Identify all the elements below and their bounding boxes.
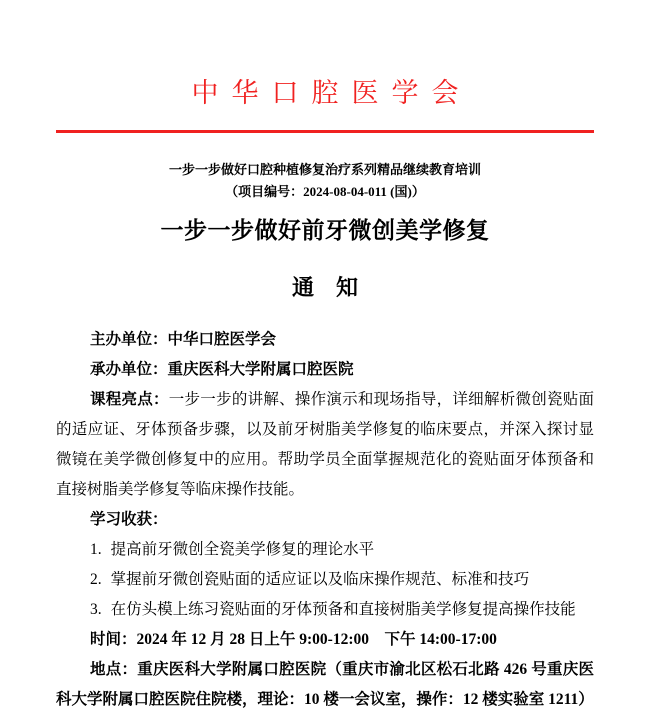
notice-heading: 通 知 [291, 274, 358, 300]
letterhead-divider-rule [56, 130, 594, 133]
time-label: 时间： [90, 630, 137, 648]
time-line [56, 625, 594, 655]
list-item-text: 提高前牙微创全瓷美学修复的理论水平 [110, 540, 375, 558]
list-item [56, 565, 594, 595]
organizer-unit-label: 承办单位： [90, 360, 168, 378]
list-item-number: 1. [90, 540, 102, 558]
list-item [56, 535, 594, 565]
learning-gains-heading: 学习收获： [90, 510, 168, 528]
course-title: 一步一步做好前牙微创美学修复 [160, 217, 490, 243]
time-value: 2024 年 12 月 28 日上午 9:00-12:00 下午 14:00-17:00 [136, 630, 497, 648]
venue-label: 地点： [90, 660, 138, 678]
host-unit-value: 中华口腔医学会 [167, 330, 277, 348]
venue-paragraph [56, 655, 594, 709]
list-item [56, 595, 594, 625]
project-number: （项目编号：2024-08-04-011 (国)） [225, 183, 425, 199]
venue-value: 重庆医科大学附属口腔医院（重庆市渝北区松石北路 426 号重庆医科大学附属口腔医院住院楼，理论：10 楼一会议室，操作：12 楼实验室 1211） [56, 660, 594, 708]
host-unit-line [56, 325, 594, 355]
organizer-unit-value: 重庆医科大学附属口腔医院 [167, 360, 354, 378]
organization-title: 中华口腔医学会 [191, 78, 472, 108]
course-highlights-label: 课程亮点： [90, 390, 169, 408]
course-highlights-text: 一步一步的讲解、操作演示和现场指导，详细解析微创瓷贴面的适应证、牙体预备步骤，以及前牙树脂美学修复的临床要点，并深入探讨显微镜在美学微创修复中的应用。帮助学员全面掌握规范化的瓷贴面牙体预备和直接树脂美学修复等临床操作技能。 [56, 390, 594, 498]
course-highlights-paragraph [56, 385, 594, 505]
notice-body [56, 325, 594, 709]
letterhead [56, 0, 594, 114]
list-item-number: 2. [90, 570, 102, 588]
list-item-number: 3. [90, 600, 102, 618]
series-subtitle: 一步一步做好口腔种植修复治疗系列精品继续教育培训 [168, 161, 481, 177]
host-unit-label: 主办单位： [90, 330, 168, 348]
organizer-unit-line [56, 355, 594, 385]
list-item-text: 在仿头模上练习瓷贴面的牙体预备和直接树脂美学修复提高操作技能 [110, 600, 576, 618]
list-item-text: 掌握前牙微创瓷贴面的适应证以及临床操作规范、标准和技巧 [110, 570, 530, 588]
